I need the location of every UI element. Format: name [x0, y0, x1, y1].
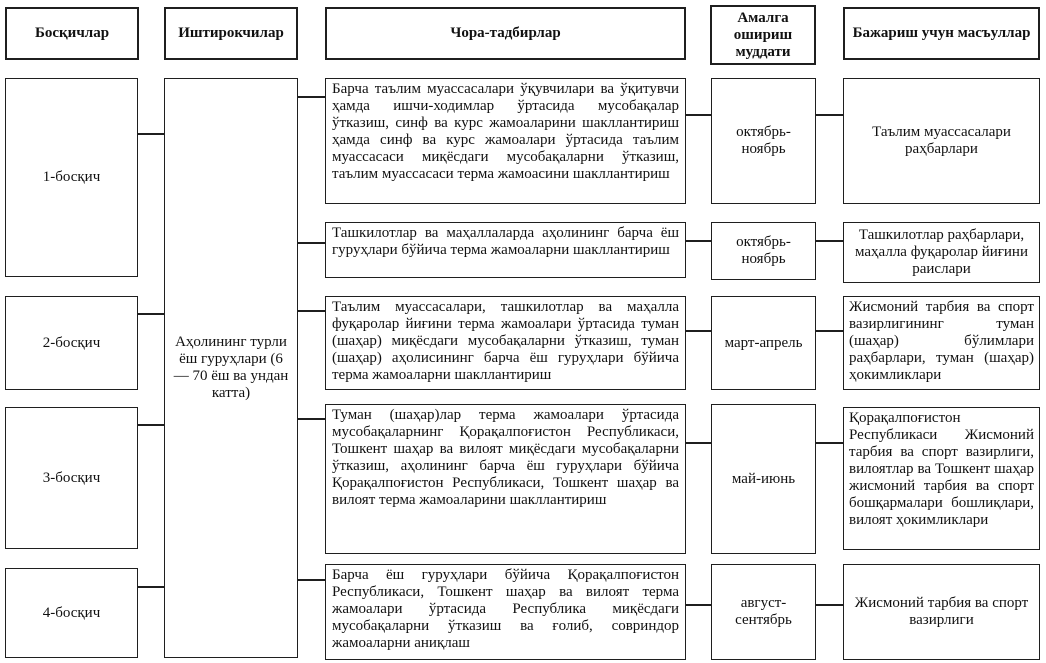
stage-1-label: 1-босқич	[42, 169, 101, 185]
header-participants	[164, 7, 298, 60]
period-2-label: октябрь-ноябрь	[736, 234, 791, 267]
responsible-box-5	[843, 564, 1040, 660]
responsible-2-label: Ташкилотлар раҳбарлари, маҳалла фуқаролар йиғини раислари	[855, 227, 1028, 277]
connector-measure2-period2	[685, 240, 712, 242]
responsible-box-1	[843, 78, 1040, 204]
period-box-5	[711, 564, 816, 660]
period-4-label: май-июнь	[731, 470, 796, 487]
responsible-1-label: Таълим муассасалари раҳбарлари	[872, 124, 1011, 157]
header-measures-label: Чора-тадбирлар	[450, 25, 561, 41]
connector-participants-measure1	[297, 96, 326, 98]
connector-participants-measure4	[297, 418, 326, 420]
measure-box-5: Барча ёш гуруҳлари бўйича Қорақалпоғистон Республикаси, Тошкент шаҳар ва вилоят терма жамоалари ўртасида Республика миқёсдаги мусобақаларни ўтказиш ва ғолиб, совриндор жамоаларни аниқлаш	[325, 564, 686, 660]
period-5-label: август-сентябрь	[735, 595, 792, 628]
header-participants-label: Иштирокчилар	[178, 25, 284, 41]
connector-participants-measure2	[297, 242, 326, 244]
responsible-box-4: Қорақалпоғистон Республикаси Жисмоний тарбия ва спорт вазирлиги, вилоятлар ва Тошкент шаҳар жисмоний тарбия ва спорт бошқармалари бошлиқлари, вилоят ҳокимликлари	[843, 407, 1040, 550]
header-period	[710, 5, 816, 65]
header-stages-label: Босқичлар	[34, 25, 110, 41]
measure-box-4: Туман (шаҳар)лар терма жамоалари ўртасида мусобақаларнинг Қорақалпоғистон Республикаси, Тошкент шаҳар ва вилоят миқёсдаги мусобақаларни ўтказиш, аҳолининг барча ёш гуруҳлари бўйича Қорақалпоғистон Республикаси, Тошкент шаҳар ва вилоят терма жамоаларини шакллантириш	[325, 404, 686, 554]
connector-stage3-participants	[137, 424, 165, 426]
connector-measure3-period3	[685, 330, 712, 332]
header-stages	[5, 7, 139, 60]
connector-measure1-period1	[685, 114, 712, 116]
stage-box-2	[5, 296, 138, 390]
header-measures	[325, 7, 686, 60]
header-period-label: Амалга ошириш муддати	[733, 9, 793, 60]
connector-period1-responsible1	[815, 114, 844, 116]
measure-box-1: Барча таълим муассасалари ўқувчилари ва ўқитувчи ҳамда ишчи-ходимлар ўртасида мусобақалар ўтказиш, синф ва курс жамоаларини шакллантириш ҳамда синф ва курс жамоалари ўртасида таълим муассасаси миқёсдаги мусобақаларни ўтказиш, таълим муассасаси терма жамоасини шакллантириш	[325, 78, 686, 204]
connector-period5-responsible5	[815, 604, 844, 606]
stage-2-label: 2-босқич	[42, 334, 101, 351]
stage-box-4	[5, 568, 138, 658]
period-1-label: октябрь-ноябрь	[736, 124, 791, 157]
period-box-3	[711, 296, 816, 390]
connector-stage4-participants	[137, 586, 165, 588]
measure-box-2: Ташкилотлар ва маҳаллаларда аҳолининг барча ёш гуруҳлари бўйича терма жамоаларни шакллантириш	[325, 222, 686, 278]
responsible-box-3: Жисмоний тарбия ва спорт вазирлигининг туман (шаҳар) бўлимлари раҳбарлари, туман (шаҳар) ҳокимликлари	[843, 296, 1040, 390]
connector-measure4-period4	[685, 442, 712, 444]
header-responsible-label: Бажариш учун масъуллар	[852, 25, 1031, 41]
stage-box-3	[5, 407, 138, 549]
period-box-1	[711, 78, 816, 204]
stage-box-1	[5, 78, 138, 277]
responsible-5-label: Жисмоний тарбия ва спорт вазирлиги	[854, 595, 1029, 628]
measure-box-3: Таълим муассасалари, ташкилотлар ва маҳалла фуқаролар йиғини терма жамоалари ўртасида туман (шаҳар) миқёсдаги мусобақаларни ўтказиш, туман (шаҳар) аҳолисининг барча ёш гуруҳлари бўйича терма жамоаларни шакллантириш	[325, 296, 686, 390]
period-3-label: март-апрель	[724, 334, 803, 351]
connector-period2-responsible2	[815, 240, 844, 242]
connector-participants-measure3	[297, 310, 326, 312]
connector-period3-responsible3	[815, 330, 844, 332]
connector-stage2-participants	[137, 313, 165, 315]
period-box-2	[711, 222, 816, 280]
connector-period4-responsible4	[815, 442, 844, 444]
stage-4-label: 4-босқич	[42, 604, 101, 621]
connector-participants-measure5	[297, 579, 326, 581]
participants-label: Аҳолининг турли ёш гуруҳлари (6 — 70 ёш ва ундан катта)	[173, 334, 289, 401]
connector-measure5-period5	[685, 604, 712, 606]
connector-stage1-participants	[137, 133, 165, 135]
period-box-4	[711, 404, 816, 554]
responsible-box-2	[843, 222, 1040, 283]
stage-3-label: 3-босқич	[42, 469, 101, 486]
header-responsible	[843, 7, 1040, 60]
participants-box	[164, 78, 298, 658]
